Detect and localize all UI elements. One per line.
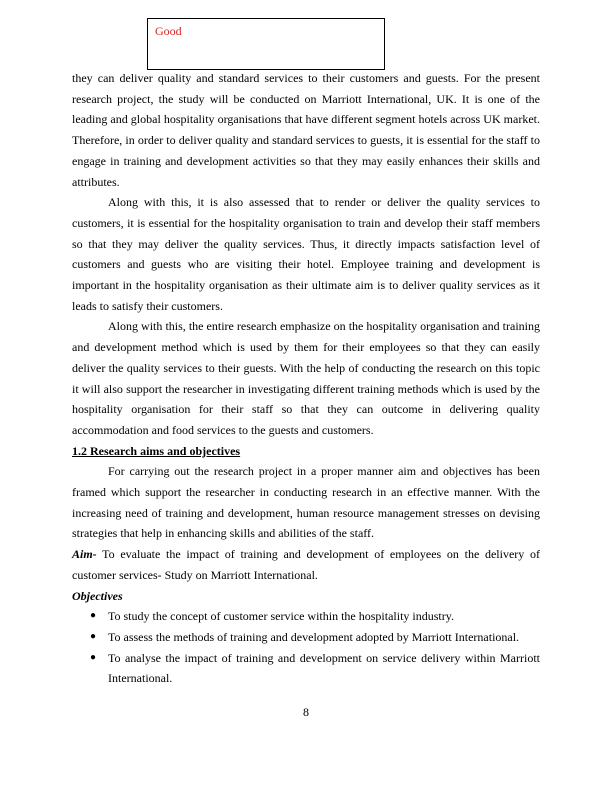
objective-text: To assess the methods of training and development adopted by Marriott International. xyxy=(108,629,520,644)
list-item xyxy=(72,627,540,648)
objectives-label: Objectives xyxy=(72,588,123,603)
bullet-icon: ● xyxy=(90,651,97,663)
list-item xyxy=(72,648,540,689)
body-paragraph: Along with this, the entire research emphasize on the hospitality organisation and training and development method which is used by them for their employees so that they can easily deliver the quality services to their guests. With the help of conducting the research on this topic it will also support the researcher in investigating different training methods which is used by the hospitality organisation for their staff so that they can outcome in delivering quality accommodation and food services to the guests and customers. xyxy=(72,319,540,437)
body-paragraph: Along with this, it is also assessed that to render or deliver the quality services to customers, it is essential for the hospitality organisation to train and develop their staff members so that they may deliver the quality services. Thus, it directly impacts satisfaction level of customers and guests who are visiting their hotel. Employee training and development is important in the hospitality organisation as their ultimate aim is to deliver quality services as it leads to satisfy their customers. xyxy=(72,195,540,313)
aim-text: To evaluate the impact of training and development of employees on the delivery of customer services- Study on Marriott International. xyxy=(72,547,540,582)
section-heading: 1.2 Research aims and objectives xyxy=(72,443,241,458)
objective-text: To study the concept of customer service within the hospitality industry. xyxy=(108,609,454,624)
reviewer-comment-box xyxy=(147,18,385,70)
section-intro-paragraph: For carrying out the research project in a proper manner aim and objectives has been framed which support the researcher in conducting research in an effective manner. With the increasing need of training and development, human resource management stresses on devising strategies that help in enhancing skills and abilities of the staff. xyxy=(72,464,540,541)
objectives-list xyxy=(72,606,540,689)
reviewer-comment-text: Good xyxy=(155,24,182,38)
bullet-icon: ● xyxy=(90,630,97,642)
objective-text: To analyse the impact of training and development on service delivery within Marriott International. xyxy=(108,650,540,686)
list-item xyxy=(72,606,540,627)
bullet-icon: ● xyxy=(90,610,97,622)
aim-label: Aim- xyxy=(72,547,97,562)
body-paragraph: they can deliver quality and standard services to their customers and guests. For the present research project, the study will be conducted on Marriott International, UK. It is one of the leading and global hospitality organisations that have different segment hotels across UK market. Therefore, in order to deliver quality and standard services to guests, it is essential for the staff to engage in training and development activities so that they may easily enhances their skills and attributes. xyxy=(72,71,540,189)
aim-paragraph xyxy=(72,544,540,585)
page-number: 8 xyxy=(303,705,309,719)
document-body xyxy=(72,68,540,689)
